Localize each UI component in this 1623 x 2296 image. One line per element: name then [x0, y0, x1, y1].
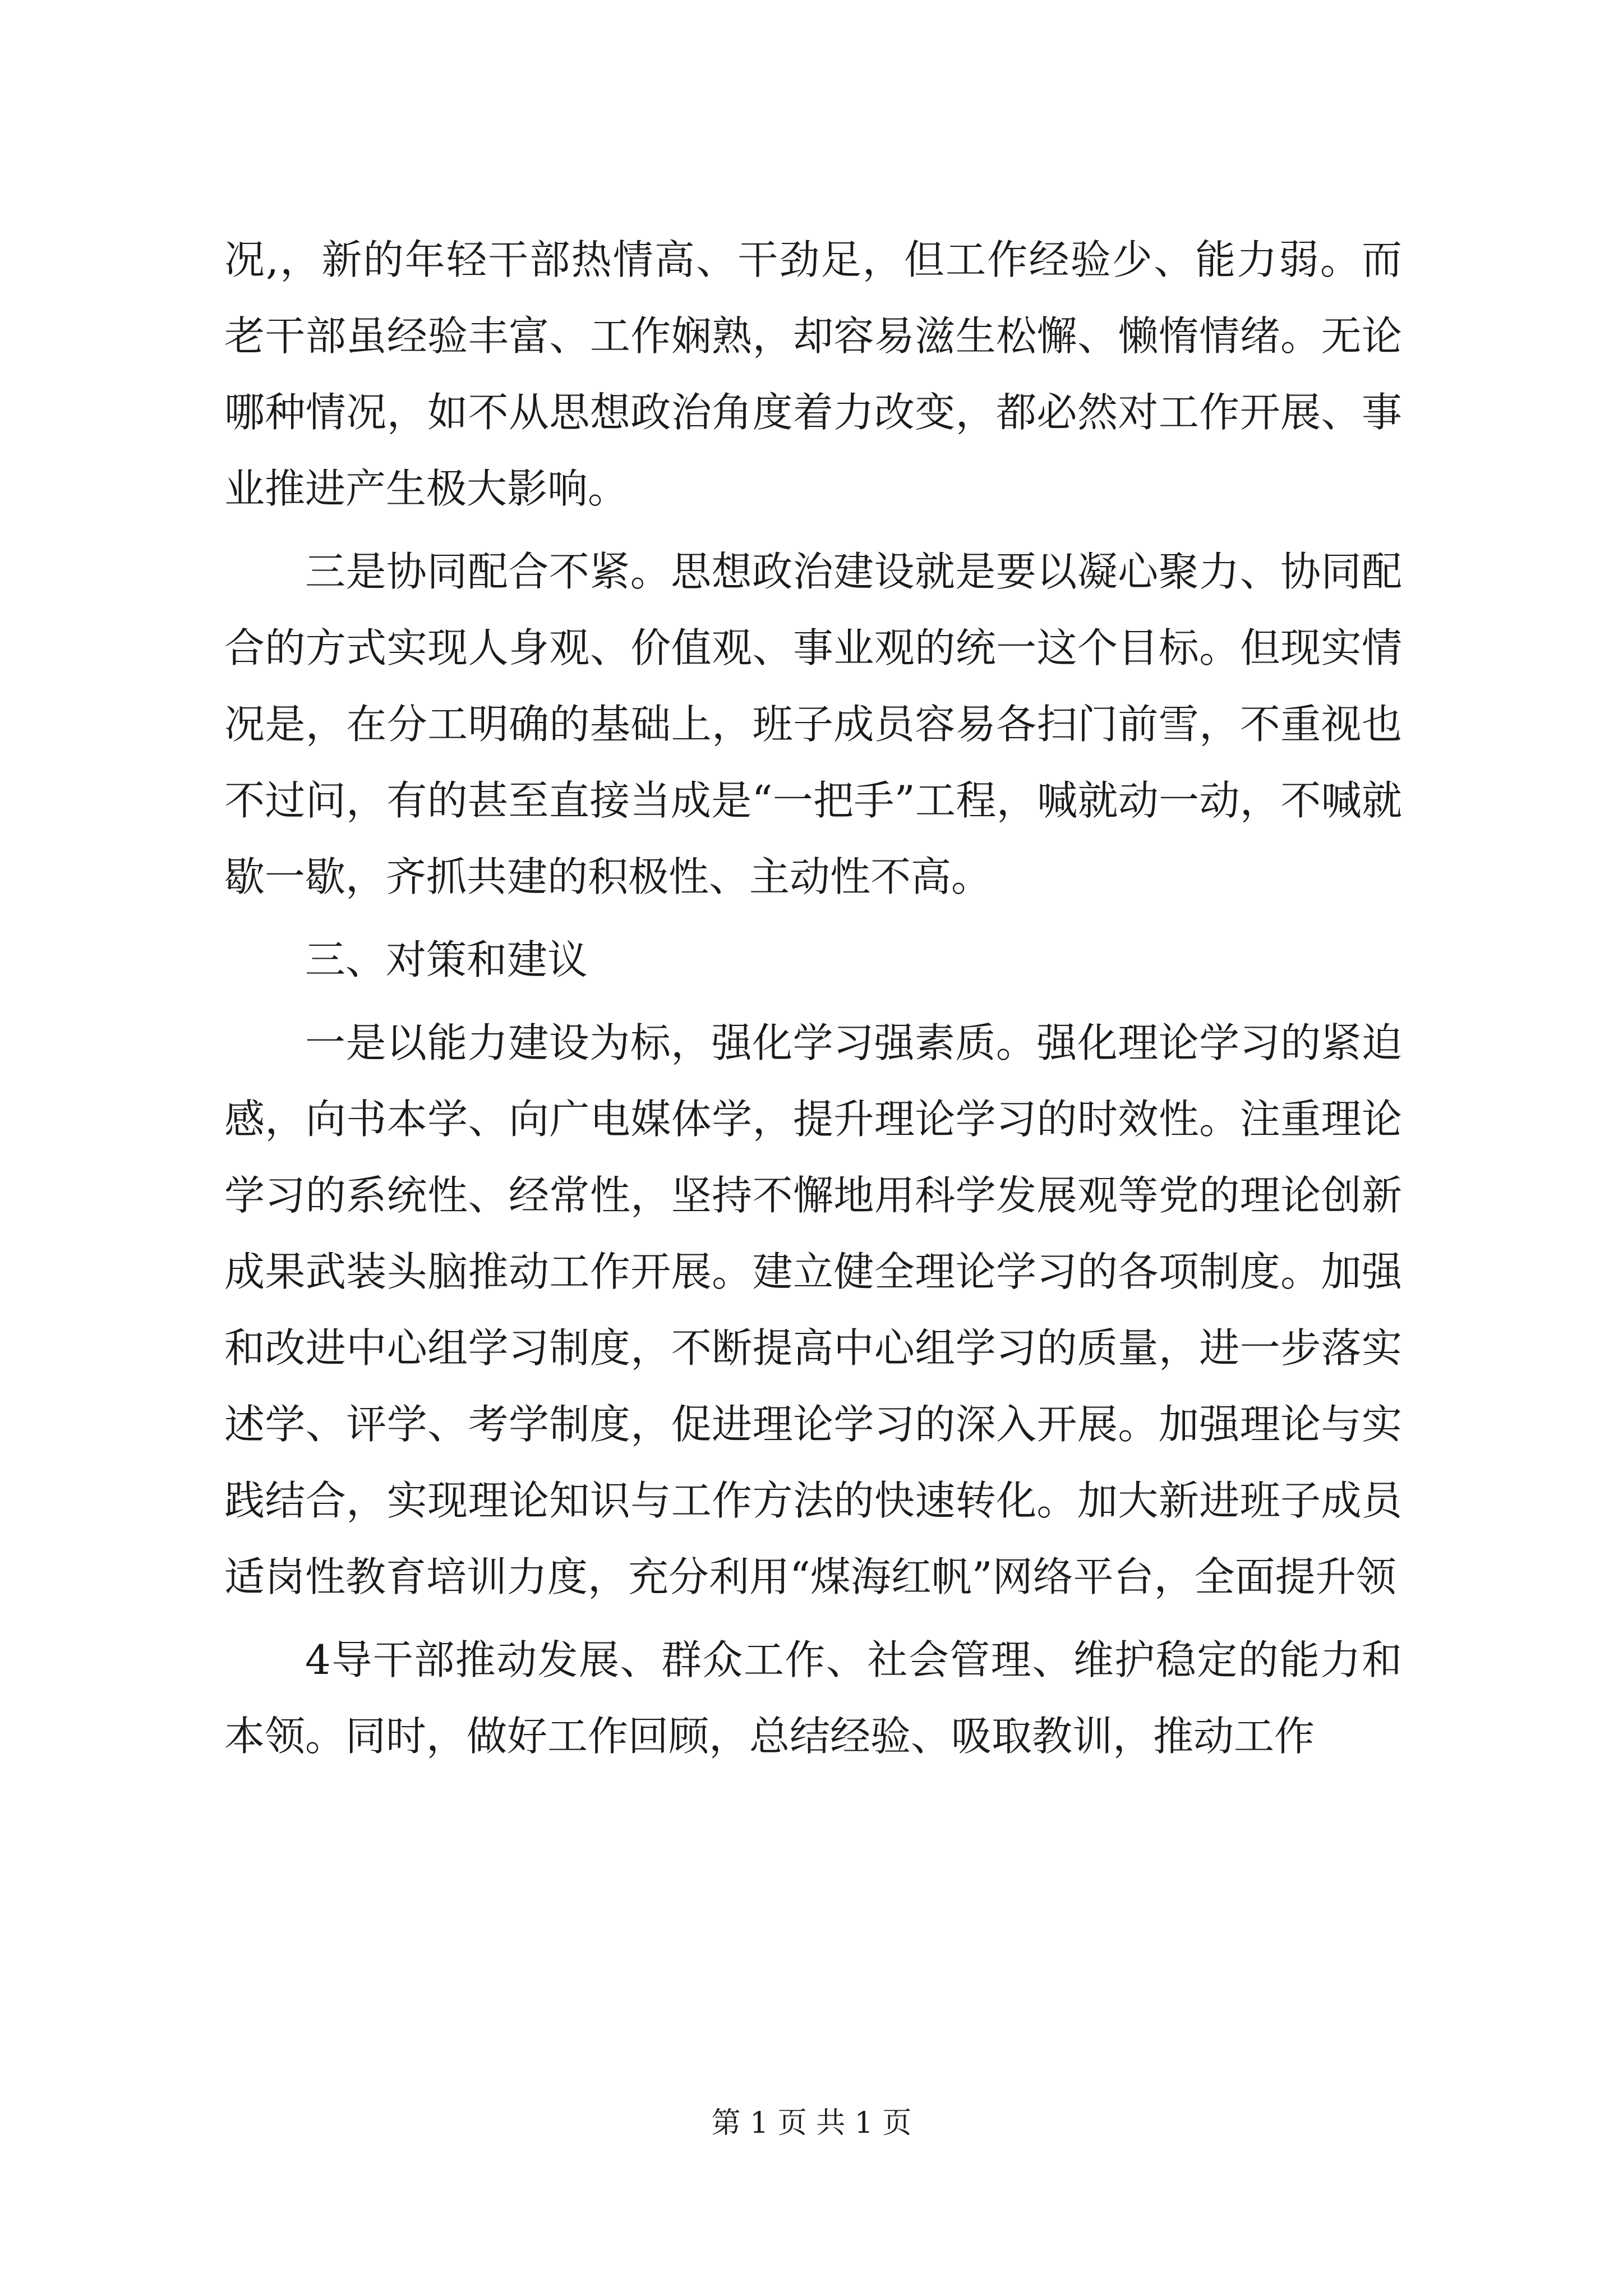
section-heading: 三、对策和建议 [305, 936, 588, 983]
paragraph-2: 三是协同配合不紧。思想政治建设就是要以凝心聚力、协同配合的方式实现人身观、价值观、事业观的统一这个目标。但现实情况是，在分工明确的基础上，班子成员容易各扫门前雪，不重视也不过问，有的甚至直接当成是“一把手”工程，喊就动一动，不喊就歇一歇，齐抓共建的积极性、主动性不高。 [224, 548, 1402, 900]
paragraph-3: 一是以能力建设为标，强化学习强素质。强化理论学习的紧迫感，向书本学、向广电媒体学，提升理论学习的时效性。注重理论学习的系统性、经常性，坚持不懈地用科学发展观等党的理论创新成果武装头脑推动工作开展。建立健全理论学习的各项制度。加强和改进中心组学习制度，不断提高中心组学习的质量，进一步落实述学、评学、考学制度，促进理论学习的深入开展。加强理论与实践结合，实现理论知识与工作方法的快速转化。加大新进班子成员适岗性教育培训力度，充分利用“煤海红帆”网络平台，全面提升领 [224, 1019, 1402, 1600]
paragraph-4: 4导干部推动发展、群众工作、社会管理、维护稳定的能力和本领。同时，做好工作回顾，总结经验、吸取教训，推动工作 [224, 1636, 1402, 1760]
document-body [224, 222, 1402, 1774]
page-footer [0, 2101, 1623, 2146]
paragraph-1: 况,，新的年轻干部热情高、干劲足，但工作经验少、能力弱。而老干部虽经验丰富、工作娴熟，却容易滋生松懈、懒惰情绪。无论哪种情况，如不从思想政治角度着力改变，都必然对工作开展、事业推进产生极大影响。 [224, 236, 1402, 512]
page-number: 第 1 页 共 1 页 [711, 2106, 912, 2140]
